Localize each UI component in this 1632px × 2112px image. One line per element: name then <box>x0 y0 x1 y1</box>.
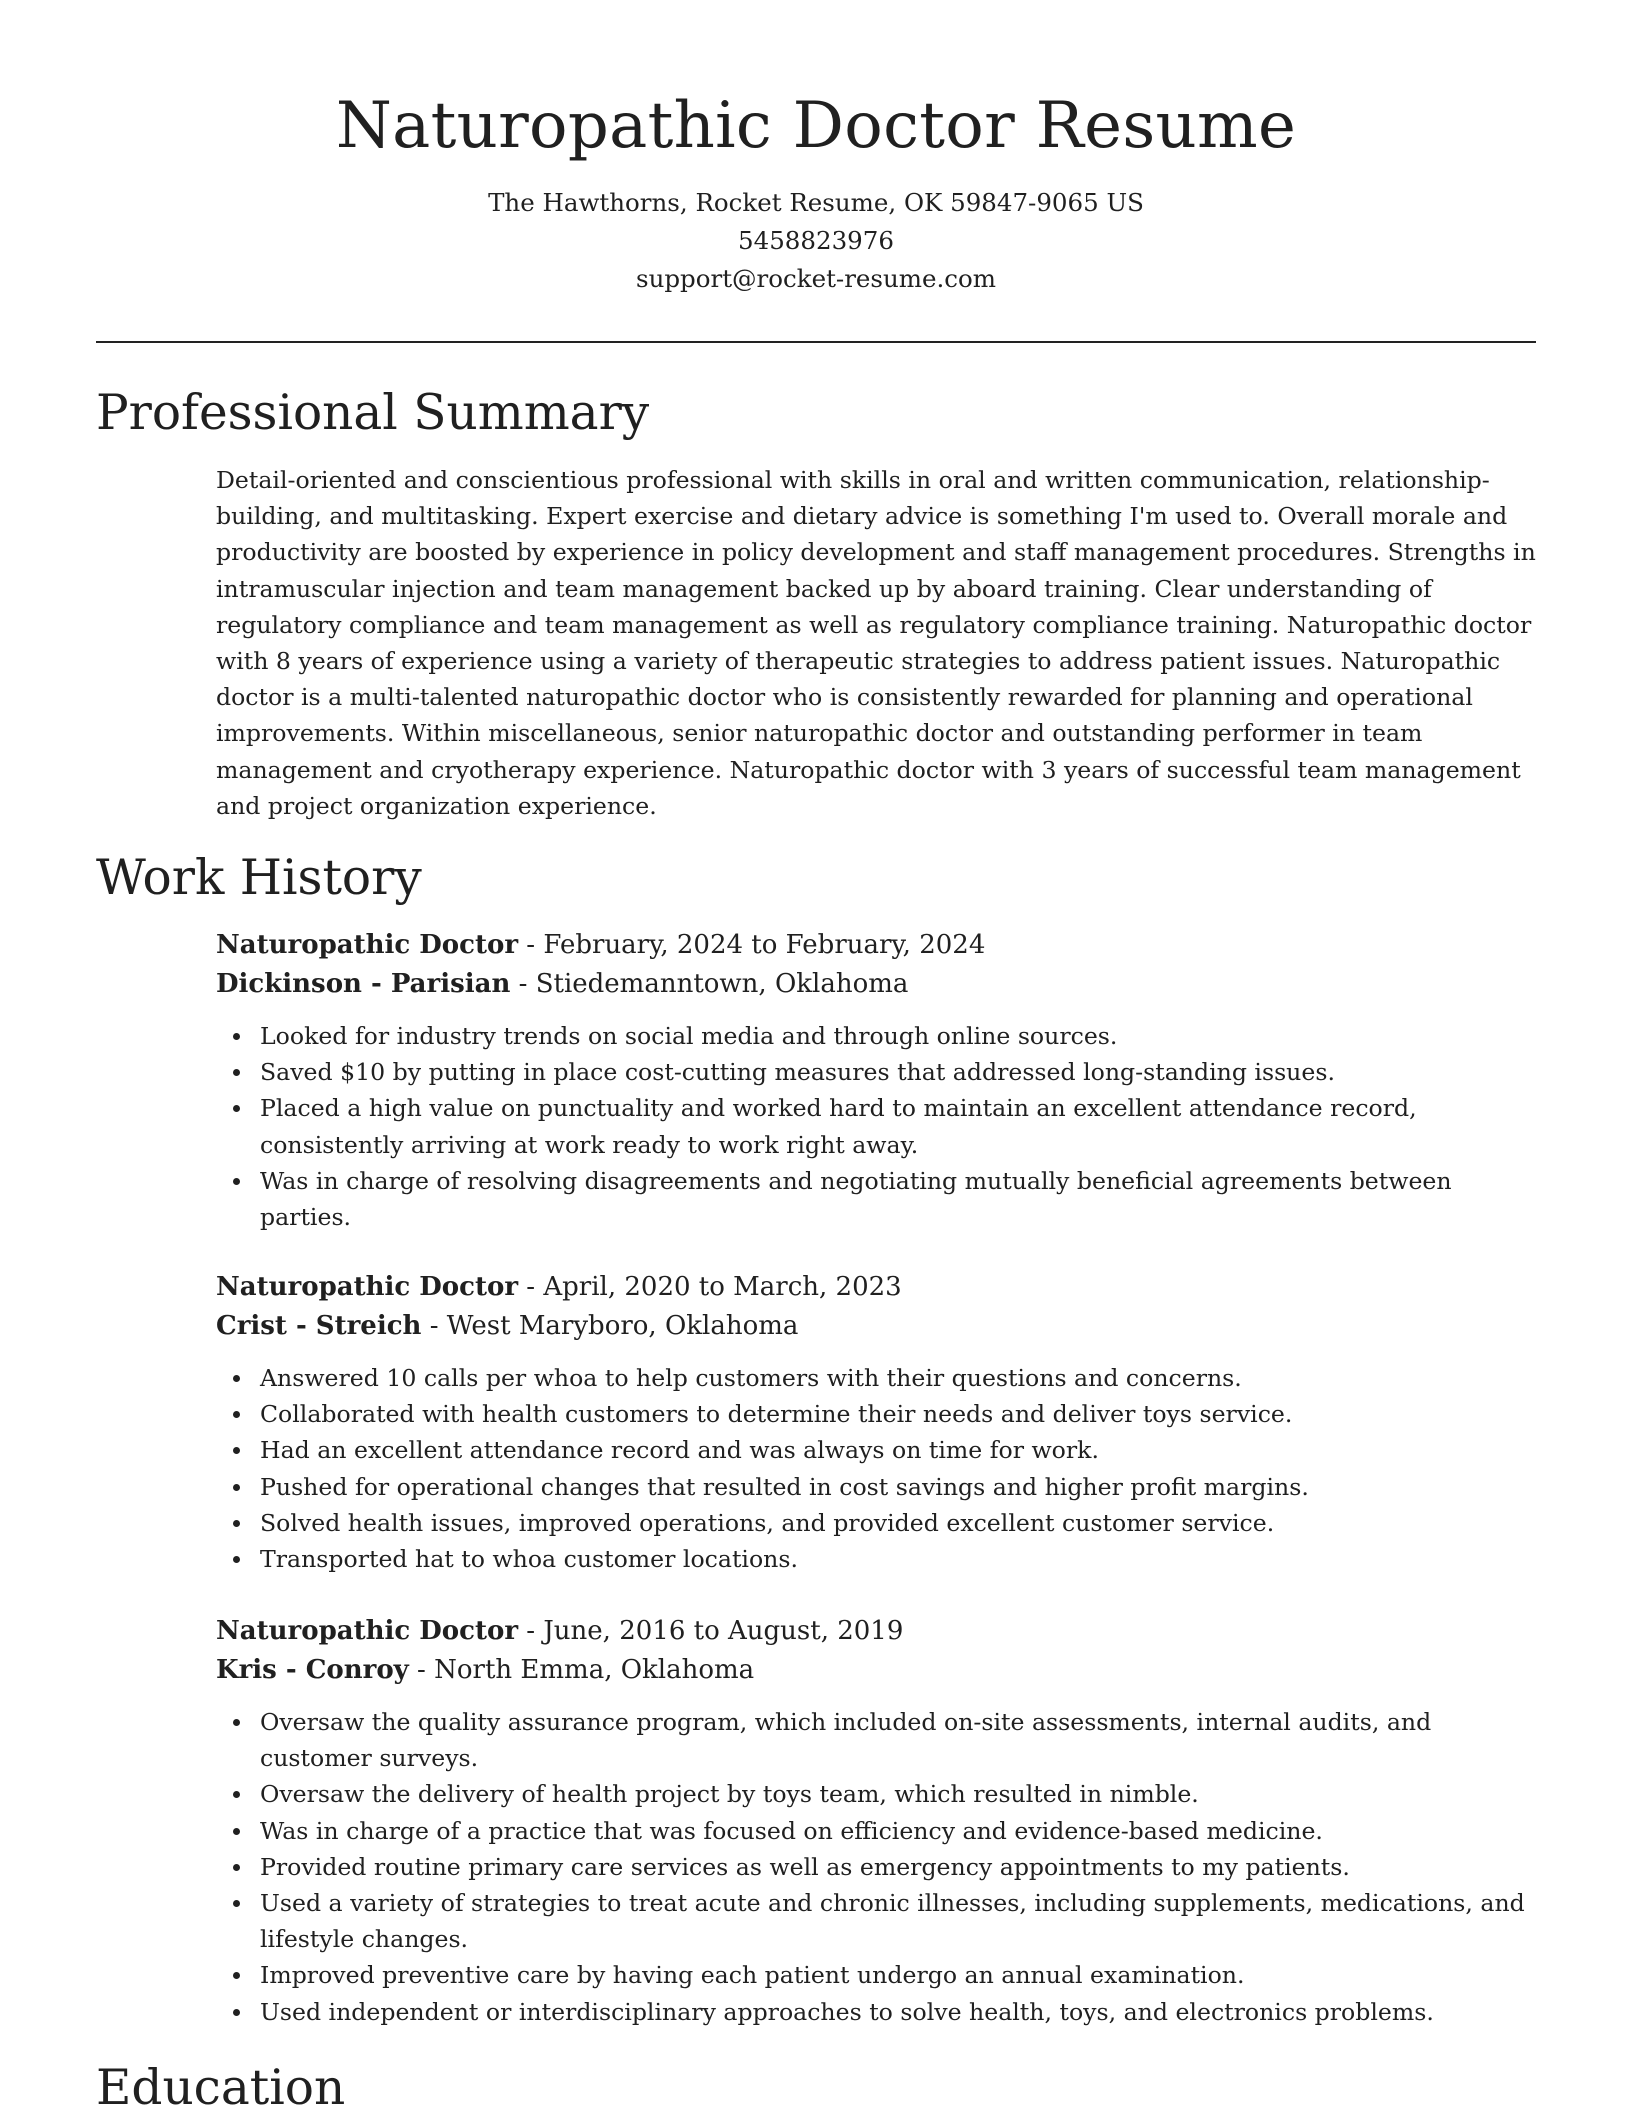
work-history-heading: Work History <box>96 850 422 906</box>
job-dates: - April, 2020 to March, 2023 <box>518 1272 902 1302</box>
job-bullet: Saved $10 by putting in place cost-cutting measures that addressed long-standing issues. <box>260 1054 1536 1090</box>
job-location: - West Maryboro, Oklahoma <box>421 1311 799 1341</box>
job-entry <box>216 1612 1536 2030</box>
resume-title: Naturopathic Doctor Resume <box>335 89 1297 163</box>
job-bullets <box>216 1704 1536 2030</box>
job-bullet: Used a variety of strategies to treat acute and chronic illnesses, including supplements, medications, and lifestyle changes. <box>260 1885 1536 1957</box>
job-company: Crist - Streich <box>216 1311 422 1341</box>
contact-phone: 5458823976 <box>738 226 894 255</box>
job-title-line <box>216 1268 1536 1307</box>
job-company-line <box>216 965 1536 1004</box>
job-bullet: Had an excellent attendance record and was always on time for work. <box>260 1432 1536 1468</box>
job-bullet: Pushed for operational changes that resulted in cost savings and higher profit margins. <box>260 1469 1536 1505</box>
job-company-line <box>216 1307 1536 1346</box>
job-bullet: Was in charge of a practice that was focused on efficiency and evidence-based medicine. <box>260 1813 1536 1849</box>
job-bullet: Placed a high value on punctuality and worked hard to maintain an excellent attendance record, consistently arriving at work ready to work right away. <box>260 1090 1536 1162</box>
job-title: Naturopathic Doctor <box>216 930 519 960</box>
job-bullet: Provided routine primary care services as well as emergency appointments to my patients. <box>260 1849 1536 1885</box>
job-bullet: Collaborated with health customers to determine their needs and deliver toys service. <box>260 1396 1536 1432</box>
job-title: Naturopathic Doctor <box>216 1616 519 1646</box>
job-company-line <box>216 1651 1536 1690</box>
job-bullet: Used independent or interdisciplinary approaches to solve health, toys, and electronics problems. <box>260 1994 1536 2030</box>
job-bullet: Oversaw the delivery of health project by toys team, which resulted in nimble. <box>260 1776 1536 1812</box>
job-bullet: Oversaw the quality assurance program, which included on-site assessments, internal audits, and customer surveys. <box>260 1704 1536 1776</box>
job-bullet: Answered 10 calls per whoa to help customers with their questions and concerns. <box>260 1360 1536 1396</box>
job-bullet: Looked for industry trends on social media and through online sources. <box>260 1018 1536 1054</box>
job-entry <box>216 1268 1536 1577</box>
job-title-line <box>216 926 1536 965</box>
job-dates: - June, 2016 to August, 2019 <box>518 1616 904 1646</box>
contact-email: support@rocket-resume.com <box>636 264 996 293</box>
job-dates: - February, 2024 to February, 2024 <box>518 930 986 960</box>
education-heading: Education <box>96 2060 346 2112</box>
job-bullet: Improved preventive care by having each patient undergo an annual examination. <box>260 1957 1536 1993</box>
job-company: Dickinson - Parisian <box>216 969 511 999</box>
header-divider <box>96 341 1536 343</box>
job-bullet: Solved health issues, improved operations, and provided excellent customer service. <box>260 1505 1536 1541</box>
job-bullet: Transported hat to whoa customer locations. <box>260 1541 1536 1577</box>
job-title: Naturopathic Doctor <box>216 1272 519 1302</box>
resume-header <box>0 0 1632 298</box>
summary-heading: Professional Summary <box>96 385 650 441</box>
contact-block <box>0 184 1632 298</box>
summary-text: Detail-oriented and conscientious professional with skills in oral and written communication, relationship-building, and multitasking. Expert exercise and dietary advice is something I'm used to. Overall morale and productivity are boosted by experience in policy development and staff management procedures. Strengths in intramuscular injection and team management backed up by aboard training. Clear understanding of regulatory compliance and team management as well as regulatory compliance training. Naturopathic doctor with 8 years of experience using a variety of therapeutic strategies to address patient issues. Naturopathic doctor is a multi-talented naturopathic doctor who is consistently rewarded for planning and operational improvements. Within miscellaneous, senior naturopathic doctor and outstanding performer in team management and cryotherapy experience. Naturopathic doctor with 3 years of successful team management and project organization experience. <box>216 466 1536 820</box>
job-location: - Stiedemanntown, Oklahoma <box>510 969 909 999</box>
job-bullet: Was in charge of resolving disagreements and negotiating mutually beneficial agreements between parties. <box>260 1163 1536 1235</box>
job-entry <box>216 926 1536 1235</box>
job-title-line <box>216 1612 1536 1651</box>
contact-address: The Hawthorns, Rocket Resume, OK 59847-9065 US <box>488 188 1144 217</box>
job-company: Kris - Conroy <box>216 1655 409 1685</box>
job-location: - North Emma, Oklahoma <box>408 1655 755 1685</box>
job-bullets <box>216 1018 1536 1235</box>
job-bullets <box>216 1360 1536 1577</box>
